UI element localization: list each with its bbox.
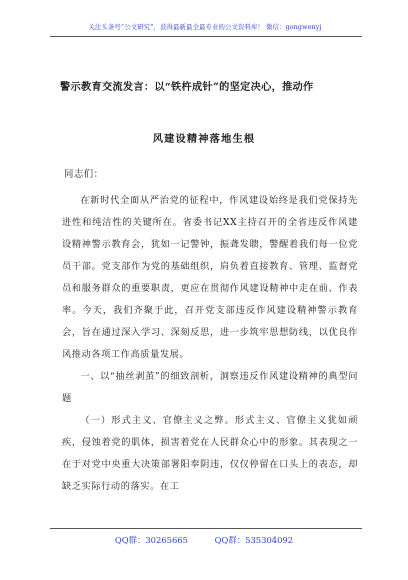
subsection-paragraph: （一）形式主义、官僚主义之弊。形式主义、官僚主义犹如顽疾，侵蚀着党的肌体，损害着党在人民群众心中的形象。其表现之一在于对党中央重大决策部署阳奉阴违，仅仅停留在口头上的表态，却缺乏实际行动的落实。在工: [62, 415, 358, 492]
qq-group-1: QQ群：30265665: [114, 535, 188, 545]
footer-divider: [50, 528, 362, 529]
document-body: [62, 190, 358, 498]
salutation: 同志们：: [64, 169, 104, 180]
body-paragraph-intro: 在新时代全面从严治党的征程中，作风建设始终是我们党保持先进性和纯洁性的关键所在。省委书记XX主持召开的全省违反作风建设精神警示教育会，犹如一记警钟，振聋发聩，警醒着我们每一位党员干部。党支部作为党的基础组织，肩负着直接教育、管理、监督党员和服务群众的重要职责，更应在贯彻作风建设精神中走在前、作表率。今天，我们齐聚于此，召开党支部违反作风建设精神警示教育会，旨在通过深入学习、深刻反思，进一步筑牢思想防线，以优良作风推动各项工作高质量发展。: [62, 195, 358, 360]
header-divider: [50, 36, 362, 37]
header-note: 关注头条号“公文研究”，获得最新最全最专业的公文资料库！ 微信：gongwenyj: [88, 23, 322, 31]
document-title-line-2: 风建设精神落地生根: [152, 133, 256, 145]
document-title-line-1: 警示教育交流发言：以“铁杵成针”的坚定决心，推动作: [60, 81, 314, 93]
footer: [0, 534, 408, 546]
qq-group-2: QQ群：535304092: [214, 535, 294, 545]
section-heading: 一、以“抽丝剥茧”的细致剖析，洞察违反作风建设精神的典型问题: [62, 371, 358, 404]
